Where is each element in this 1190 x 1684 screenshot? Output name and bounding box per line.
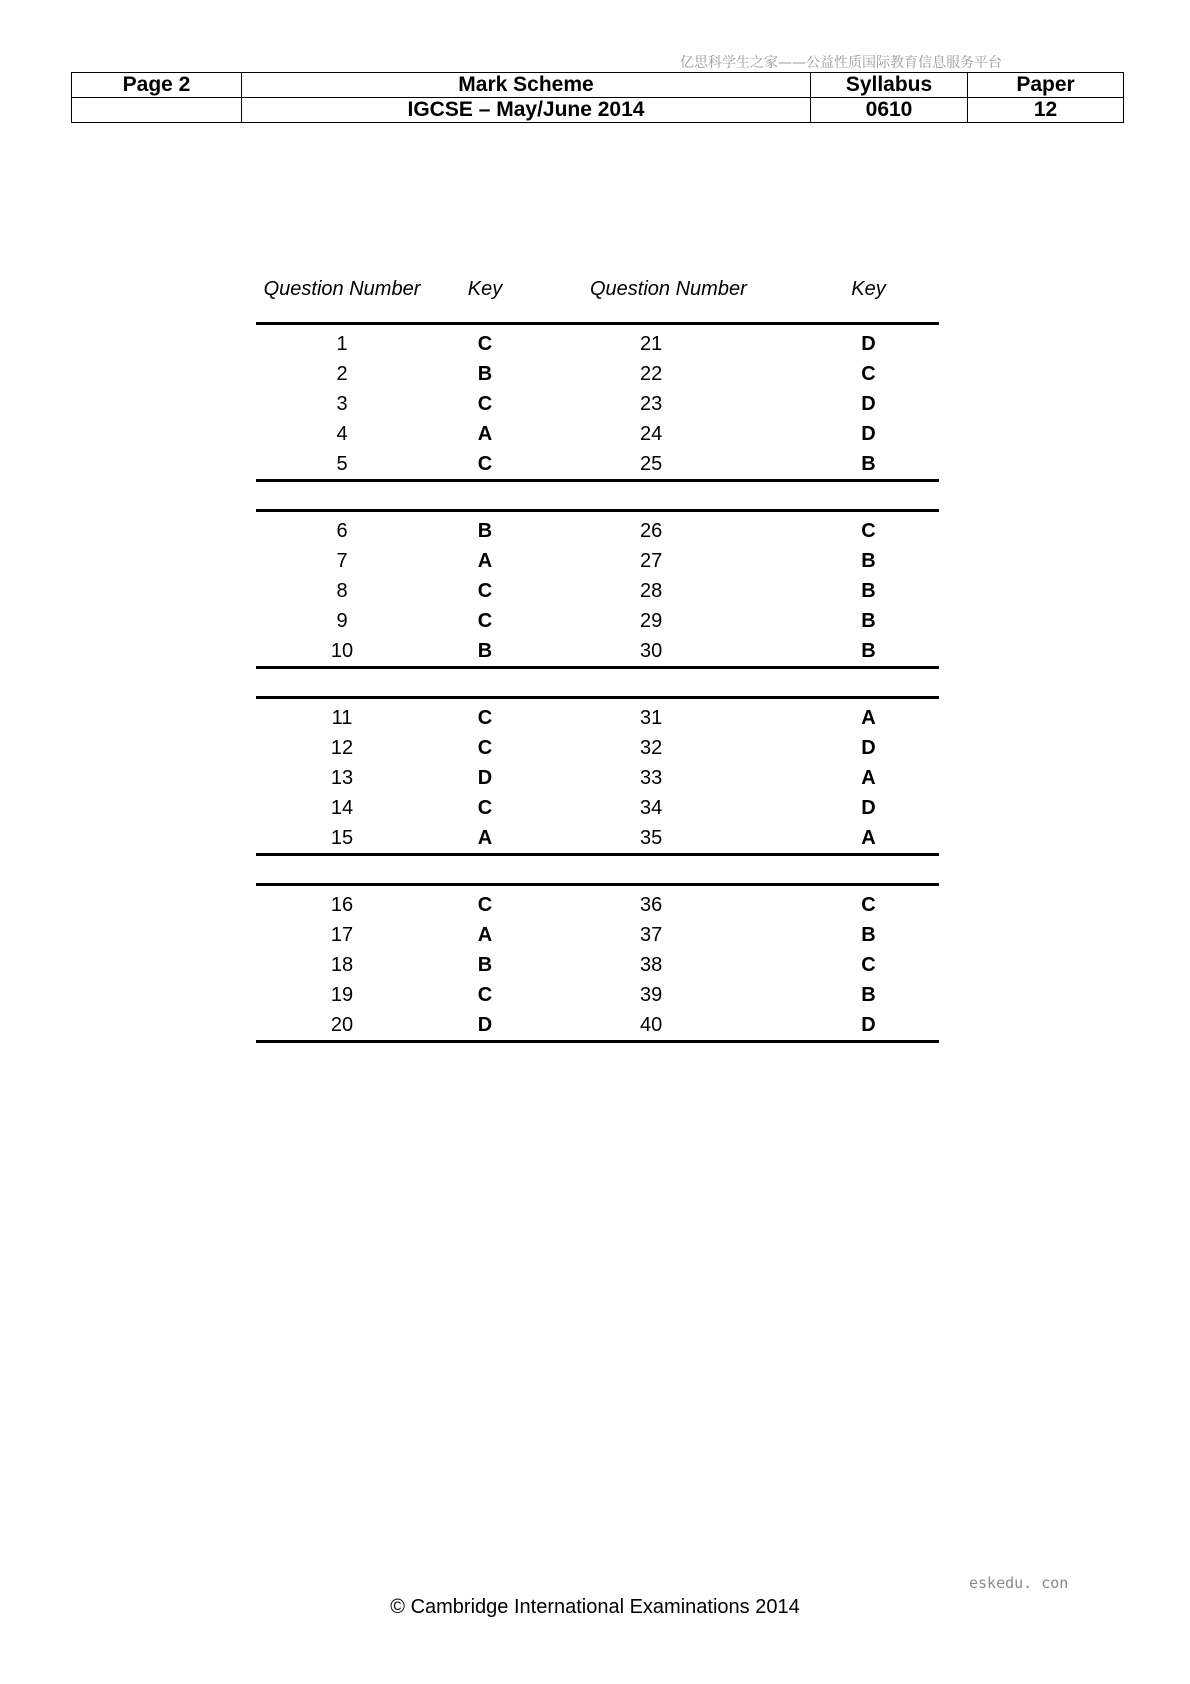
answer-key: A — [477, 423, 493, 445]
answer-key: C — [477, 580, 493, 602]
question-number: 2 — [336, 363, 348, 385]
column-header-key: Key — [798, 256, 939, 324]
answer-key: C — [477, 707, 493, 729]
footer-site: eskedu. con — [969, 1574, 1069, 1592]
answer-key: C — [477, 894, 493, 916]
paper-label: Paper — [968, 73, 1124, 98]
answer-key: D — [861, 737, 876, 759]
answer-key: C — [477, 333, 493, 355]
answer-key: C — [477, 610, 493, 632]
answer-key: B — [477, 520, 493, 542]
question-number: 35 — [542, 823, 798, 855]
question-number: 20 — [256, 1010, 428, 1042]
answer-key: A — [861, 767, 876, 789]
question-number: 37 — [640, 924, 663, 946]
answer-key: C — [861, 954, 876, 976]
table-row — [256, 950, 939, 980]
question-number: 40 — [542, 1010, 798, 1042]
question-number: 9 — [336, 610, 348, 632]
answer-key: A — [798, 823, 939, 855]
question-number: 4 — [336, 423, 348, 445]
question-number: 18 — [330, 954, 354, 976]
question-number: 12 — [330, 737, 354, 759]
answer-key: C — [477, 393, 493, 415]
table-row — [256, 980, 939, 1010]
column-header-question: Question Number — [542, 256, 798, 324]
table-row — [256, 576, 939, 606]
answer-key: B — [477, 363, 493, 385]
column-header-question: Question Number — [256, 256, 428, 324]
table-row — [256, 920, 939, 950]
copyright-footer: © Cambridge International Examinations 2014 — [390, 1596, 800, 1618]
table-row — [256, 606, 939, 636]
answer-key: B — [798, 449, 939, 481]
question-number: 25 — [542, 449, 798, 481]
answer-key: A — [428, 823, 542, 855]
table-row — [256, 763, 939, 793]
paper-number: 12 — [968, 98, 1124, 123]
table-row — [256, 636, 939, 668]
question-number: 33 — [640, 767, 663, 789]
question-number: 27 — [640, 550, 663, 572]
answer-key: B — [861, 580, 876, 602]
header-table — [71, 72, 1124, 123]
table-row — [256, 733, 939, 763]
answer-key: C — [477, 984, 493, 1006]
table-row — [256, 885, 939, 921]
question-number: 22 — [640, 363, 663, 385]
page-number: Page 2 — [72, 73, 242, 98]
exam-session: IGCSE – May/June 2014 — [242, 98, 811, 123]
answer-key: C — [477, 737, 493, 759]
question-number: 14 — [330, 797, 354, 819]
column-header-key: Key — [428, 256, 542, 324]
table-row — [256, 823, 939, 855]
syllabus-code: 0610 — [811, 98, 968, 123]
question-number: 5 — [256, 449, 428, 481]
answer-key: C — [861, 363, 876, 385]
answer-key: B — [861, 924, 876, 946]
question-number: 26 — [640, 520, 663, 542]
question-number: 17 — [330, 924, 354, 946]
question-number: 38 — [640, 954, 663, 976]
answer-key: A — [477, 924, 493, 946]
table-row — [256, 389, 939, 419]
answer-key: D — [861, 797, 876, 819]
question-number: 10 — [256, 636, 428, 668]
question-number: 1 — [336, 333, 348, 355]
question-number: 19 — [330, 984, 354, 1006]
answer-key: D — [861, 393, 876, 415]
question-number: 6 — [336, 520, 348, 542]
syllabus-label: Syllabus — [811, 73, 968, 98]
group-separator — [256, 855, 939, 885]
question-number: 13 — [330, 767, 354, 789]
answer-key: D — [798, 1010, 939, 1042]
answer-key: D — [428, 1010, 542, 1042]
table-row — [256, 793, 939, 823]
table-row — [256, 324, 939, 360]
table-row — [256, 419, 939, 449]
question-number: 36 — [640, 894, 663, 916]
question-number: 34 — [640, 797, 663, 819]
empty-cell — [72, 98, 242, 123]
answer-key: B — [861, 984, 876, 1006]
table-row — [256, 546, 939, 576]
question-number: 28 — [640, 580, 663, 602]
answer-key-table — [256, 256, 939, 1043]
answer-key: B — [861, 610, 876, 632]
question-number: 7 — [336, 550, 348, 572]
document-title: Mark Scheme — [242, 73, 811, 98]
answer-key: B — [861, 550, 876, 572]
answer-key: A — [477, 550, 493, 572]
table-row — [256, 1010, 939, 1042]
table-row — [256, 449, 939, 481]
answer-key: B — [477, 954, 493, 976]
answer-key: C — [428, 449, 542, 481]
question-number: 15 — [256, 823, 428, 855]
answer-key: A — [861, 707, 876, 729]
answer-key: B — [798, 636, 939, 668]
answer-key: D — [477, 767, 493, 789]
group-separator — [256, 481, 939, 511]
answer-key: C — [861, 894, 876, 916]
question-number: 24 — [640, 423, 663, 445]
question-number: 31 — [640, 707, 663, 729]
question-number: 23 — [640, 393, 663, 415]
question-number: 11 — [331, 707, 353, 729]
table-row — [256, 511, 939, 547]
question-number: 39 — [640, 984, 663, 1006]
question-number: 30 — [542, 636, 798, 668]
answer-key: C — [477, 797, 493, 819]
question-number: 8 — [336, 580, 348, 602]
question-number: 29 — [640, 610, 663, 632]
table-row — [256, 698, 939, 734]
answer-key: B — [428, 636, 542, 668]
watermark: 亿思科学生之家——公益性质国际教育信息服务平台 — [680, 55, 1002, 71]
question-number: 3 — [336, 393, 348, 415]
answer-key: C — [861, 520, 876, 542]
question-number: 21 — [640, 333, 663, 355]
answer-key: D — [861, 423, 876, 445]
group-separator — [256, 668, 939, 698]
table-row — [256, 359, 939, 389]
answer-key-body — [256, 324, 939, 1042]
question-number: 32 — [640, 737, 663, 759]
answer-key: D — [861, 333, 876, 355]
question-number: 16 — [330, 894, 354, 916]
